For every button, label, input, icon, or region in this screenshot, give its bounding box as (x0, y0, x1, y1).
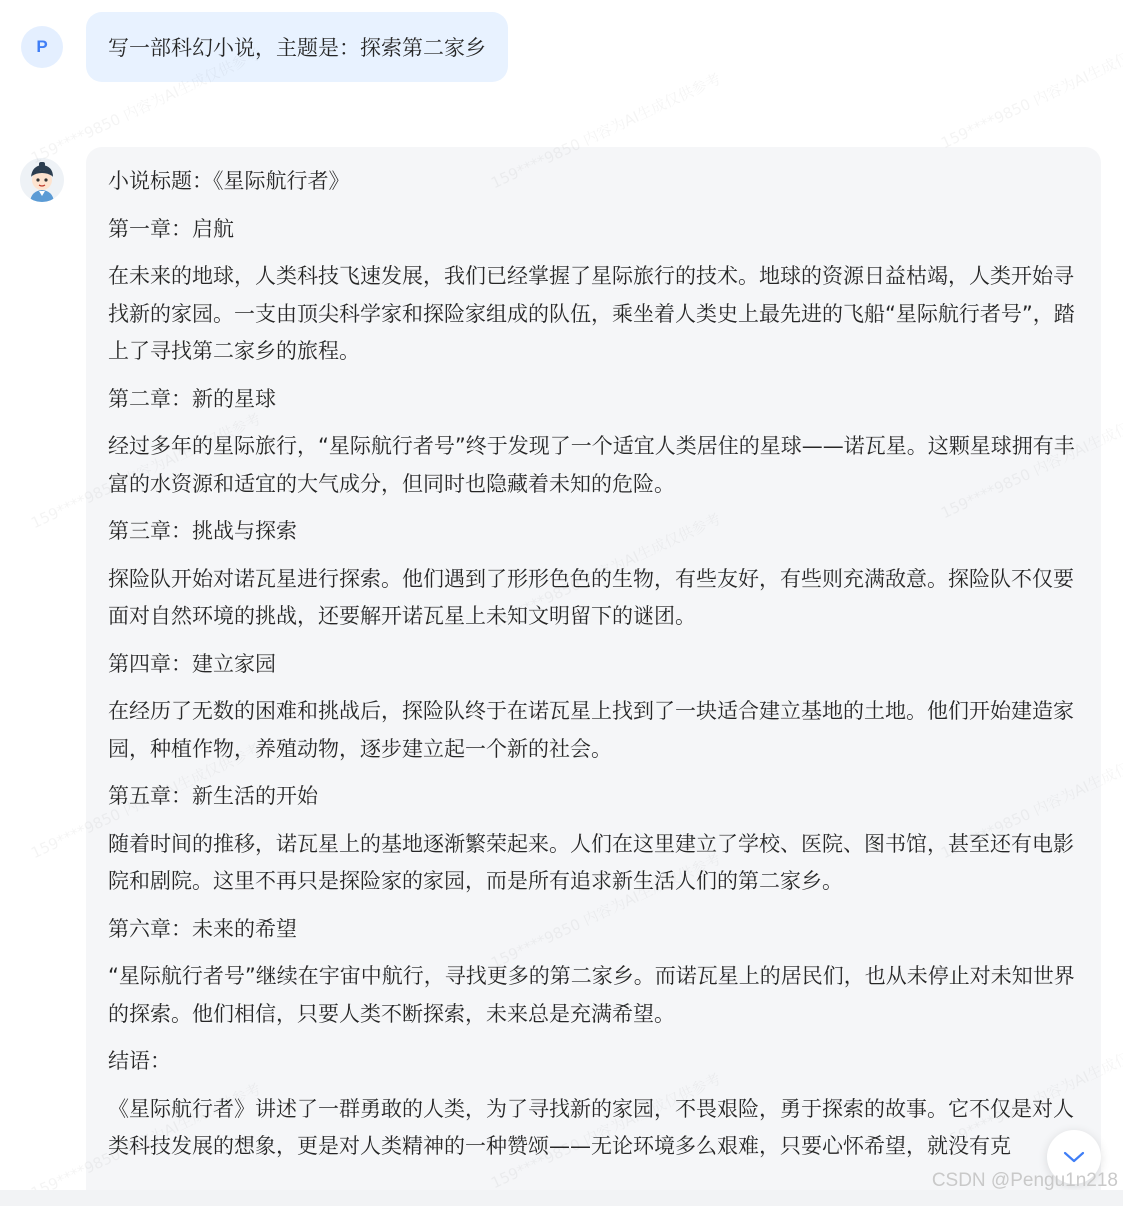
story-paragraph: 《星际航行者》讲述了一群勇敢的人类，为了寻找新的家园，不畏艰险，勇于探索的故事。它不仅是对人类科技发展的想象，更是对人类精神的一种赞颂——无论环境多么艰难，只要心怀希望，就没有克 (108, 1096, 1074, 1158)
story-paragraph: 经过多年的星际旅行，“星际航行者号”终于发现了一个适宜人类居住的星球——诺瓦星。这颗星球拥有丰富的水资源和适宜的大气成分，但同时也隐藏着未知的危险。 (108, 434, 1075, 496)
input-area-edge (0, 1190, 1123, 1206)
user-avatar: P (21, 26, 63, 68)
story-paragraph: 在未来的地球，人类科技飞速发展，我们已经掌握了星际旅行的技术。地球的资源日益枯竭，人类开始寻找新的家园。一支由顶尖科学家和探险家组成的队伍，乘坐着人类史上最先进的飞船“星际航行者号”，踏上了寻找第二家乡的旅程。 (108, 264, 1075, 363)
section-heading: 第三章：挑战与探索 (108, 519, 297, 543)
chevron-down-icon (1063, 1150, 1085, 1164)
assistant-avatar-icon (20, 158, 64, 202)
section-heading: 第二章：新的星球 (108, 386, 276, 411)
story-paragraph: 在经历了无数的困难和挑战后，探险队终于在诺瓦星上找到了一块适合建立基地的土地。他们开始建造家园，种植作物，养殖动物，逐步建立起一个新的社会。 (108, 699, 1074, 761)
section-heading: 第六章：未来的希望 (108, 916, 297, 941)
user-message-bubble (86, 12, 508, 82)
csdn-credit: CSDN @Pengu1n218 (931, 1170, 1118, 1191)
story-paragraph: 探险队开始对诺瓦星进行探索。他们遇到了形形色色的生物，有些友好，有些则充满敌意。探险队不仅要面对自然环境的挑战，还要解开诺瓦星上未知文明留下的谜团。 (108, 566, 1074, 628)
section-heading: 第四章：建立家园 (108, 651, 276, 676)
section-heading: 第五章：新生活的开始 (108, 784, 318, 808)
user-message-text: 写一部科幻小说，主题是：探索第二家乡 (108, 36, 486, 60)
user-message-row (0, 0, 1123, 100)
story-paragraph: 随着时间的推移，诺瓦星上的基地逐渐繁荣起来。人们在这里建立了学校、医院、图书馆，甚至还有电影院和剧院。这里不再只是探险家的家园，而是所有追求新生活人们的第二家乡。 (108, 831, 1074, 893)
section-heading: 结语： (108, 1049, 171, 1073)
story-paragraph: “星际航行者号”继续在宇宙中航行，寻找更多的第二家乡。而诺瓦星上的居民们，也从未停止对未知世界的探索。他们相信，只要人类不断探索，未来总是充满希望。 (108, 964, 1075, 1026)
section-heading: 小说标题：《星际航行者》 (108, 169, 350, 193)
assistant-message-bubble (86, 147, 1101, 1206)
section-heading: 第一章：启航 (108, 216, 234, 241)
